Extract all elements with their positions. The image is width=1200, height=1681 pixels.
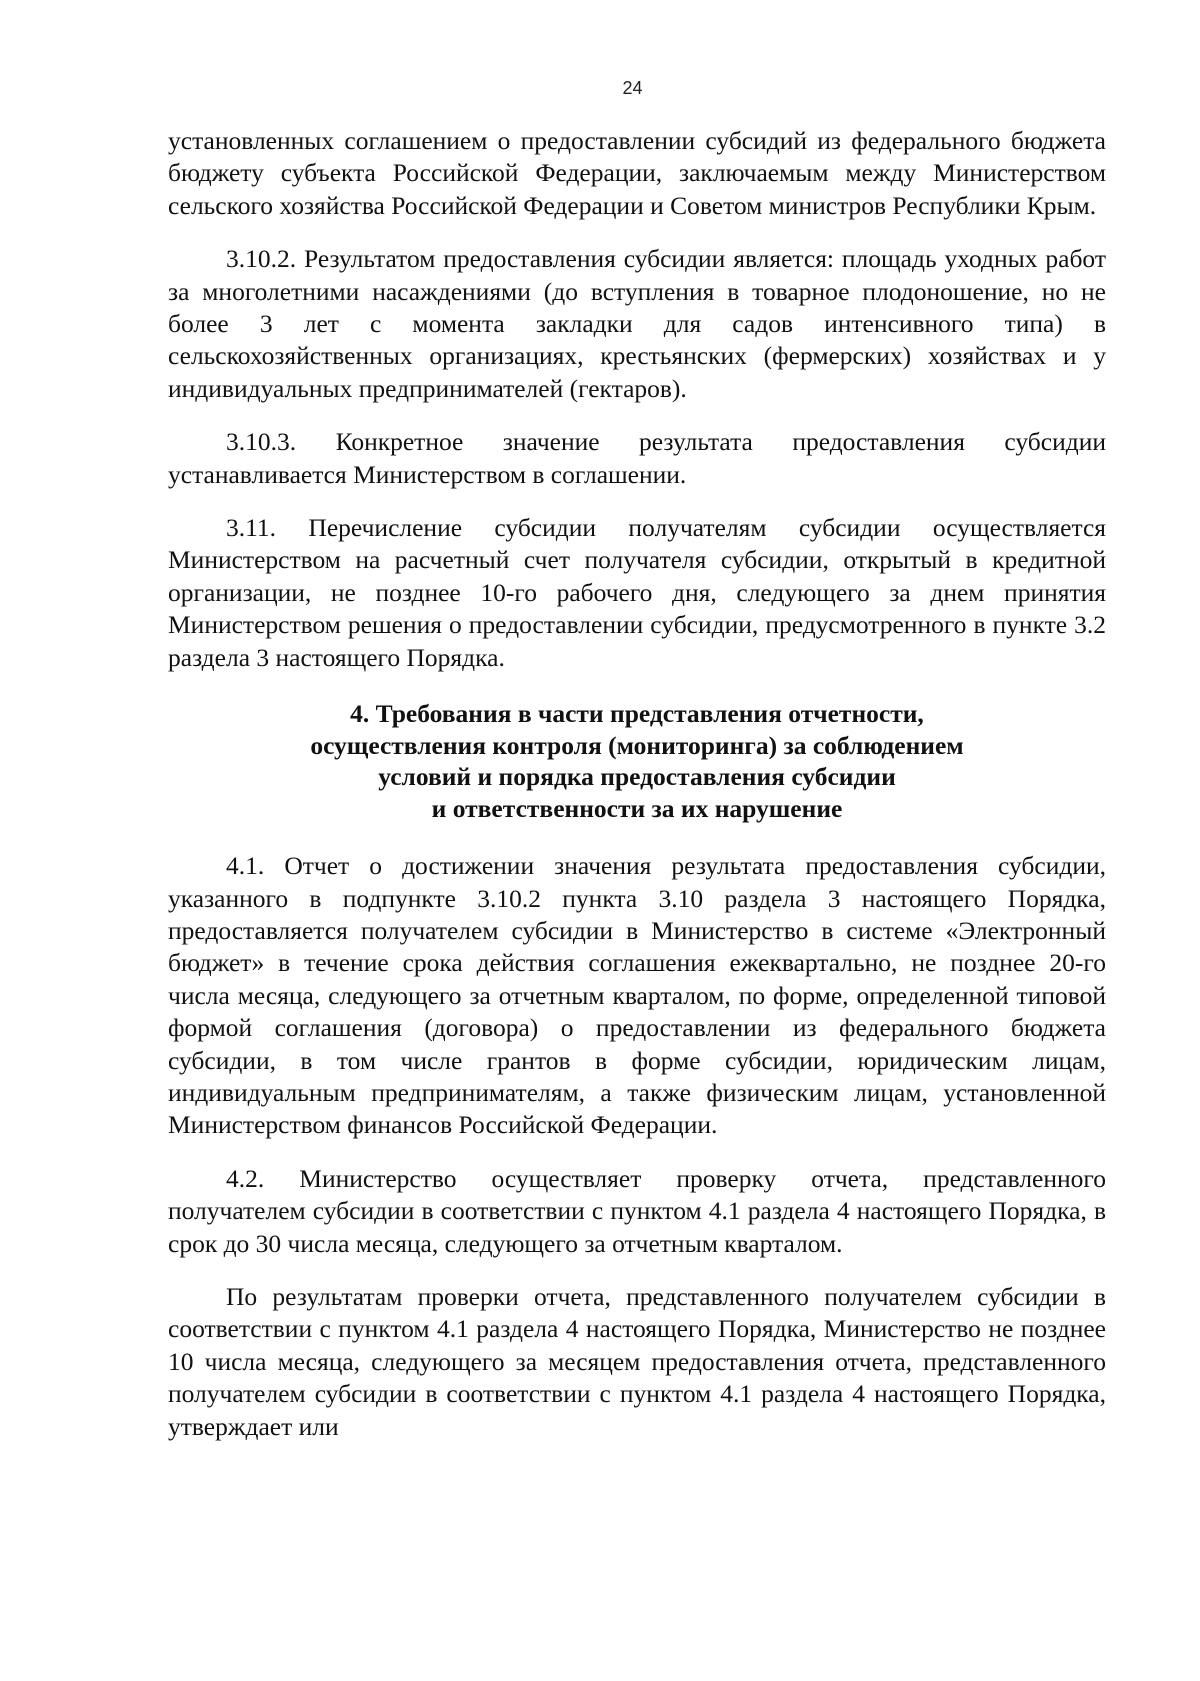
- paragraph-3-11: 3.11. Перечисление субсидии получателям субсидии осуществляется Министерством на расчетный счет получателя субсидии, открытый в кредитной организации, не позднее 10-го рабочего дня, следующего за днем принятия Министерством решения о предоставлении субсидии, предусмотренного в пункте 3.2 раздела 3 настоящего Порядка.: [168, 513, 1106, 672]
- section-4-heading-line-3: условий и порядка предоставления субсидии: [378, 762, 896, 792]
- section-4-heading-line-1: 4. Требования в части представления отчетности,: [350, 699, 924, 729]
- paragraph-intro: установленных соглашением о предоставлении субсидий из федерального бюджета бюджету субъекта Российской Федерации, заключаемым между Министерством сельского хозяйства Российской Федерации и Советом министров Республики Крым.: [168, 126, 1106, 220]
- paragraph-3-10-3: 3.10.3. Конкретное значение результата предоставления субсидии устанавливается Министерством в соглашении.: [168, 427, 1106, 489]
- document-body: [168, 125, 1106, 1443]
- page-number: 24: [622, 78, 643, 98]
- paragraph-3-10-2: 3.10.2. Результатом предоставления субсидии является: площадь уходных работ за многолетними насаждениями (до вступления в товарное плодоношение, но не более 3 лет с момента закладки для садов интенсивного типа) в сельскохозяйственных организациях, крестьянских (фермерских) хозяйствах и у индивидуальных предпринимателей (гектаров).: [168, 244, 1106, 403]
- paragraph-4-2: 4.2. Министерство осуществляет проверку отчета, представленного получателем субсидии в соответствии с пунктом 4.1 раздела 4 настоящего Порядка, в срок до 30 числа месяца, следующего за отчетным кварталом.: [168, 1163, 1106, 1258]
- paragraph-4-1: 4.1. Отчет о достижении значения результата предоставления субсидии, указанного в подпункте 3.10.2 пункта 3.10 раздела 3 настоящего Порядка, предоставляется получателем субсидии в Министерство в системе «Электронный бюджет» в течение срока действия соглашения ежеквартально, не позднее 20-го числа месяца, следующего за отчетным кварталом, по форме, определенной типовой формой соглашения (договора) о предоставлении из федерального бюджета субсидии, в том числе грантов в форме субсидии, юридическим лицам, индивидуальным предпринимателям, а также физическим лицам, установленной Министерством финансов Российской Федерации.: [168, 851, 1106, 1140]
- section-4-heading: [168, 698, 1106, 824]
- section-4-heading-line-4: и ответственности за их нарушение: [431, 793, 843, 823]
- paragraph-results: По результатам проверки отчета, представленного получателем субсидии в соответствии с пунктом 4.1 раздела 4 настоящего Порядка, Министерство не позднее 10 числа месяца, следующего за месяцем предоставления отчета, представленного получателем субсидии в соответствии с пунктом 4.1 раздела 4 настоящего Порядка, утверждает или: [168, 1281, 1106, 1441]
- section-4-heading-line-2: осуществления контроля (мониторинга) за соблюдением: [310, 730, 964, 760]
